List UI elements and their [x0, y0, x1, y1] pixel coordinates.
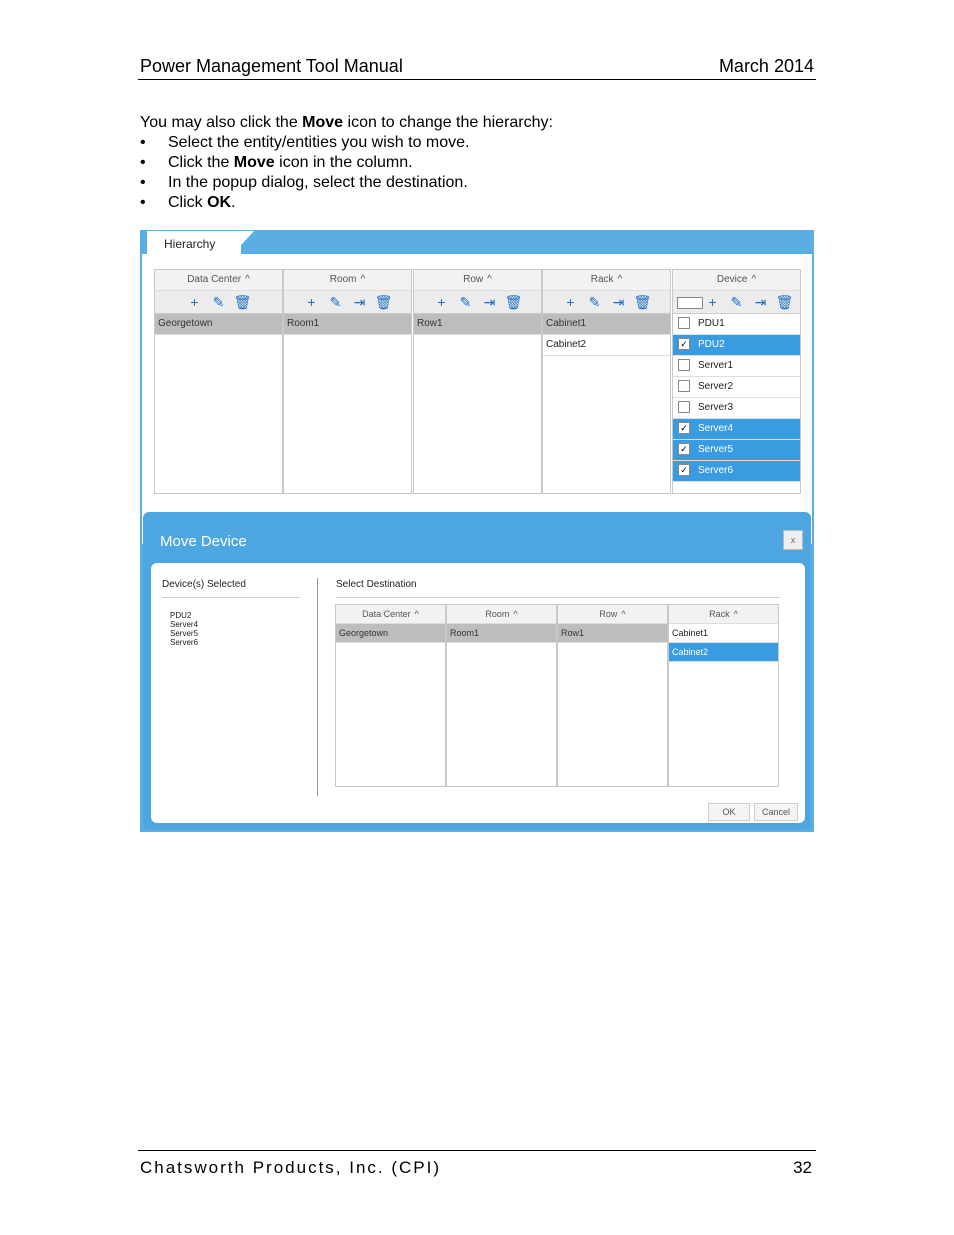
destination-column: [557, 604, 668, 787]
edit-icon[interactable]: ✎: [730, 294, 743, 310]
list-item-label: Row1: [417, 318, 443, 329]
selected-device-item: PDU2: [170, 611, 192, 620]
list-item-label: Cabinet1: [546, 318, 587, 329]
list-item-label: Server6: [698, 465, 734, 476]
checked-checkbox[interactable]: ✓: [678, 443, 690, 455]
add-icon[interactable]: +: [566, 294, 575, 310]
hierarchy-column: [413, 269, 542, 494]
selected-device-list: [170, 611, 198, 647]
list-item-label: Server4: [698, 423, 734, 434]
destination-divider: [336, 597, 780, 598]
sort-icon[interactable]: ^: [360, 274, 366, 285]
add-icon[interactable]: +: [190, 294, 199, 310]
list-item-text: Select the entity/entities you wish to move.: [168, 134, 470, 151]
hierarchy-column: [672, 269, 801, 494]
list-item[interactable]: Cabinet1: [669, 624, 778, 643]
manual-date: March 2014: [718, 56, 814, 76]
list-item-label: Server1: [698, 360, 734, 371]
devices-selected-divider: [162, 597, 300, 598]
delete-icon[interactable]: 🗑: [775, 294, 794, 310]
checkbox[interactable]: [678, 317, 690, 329]
select-destination-label: Select Destination: [336, 579, 417, 590]
checkbox[interactable]: [678, 380, 690, 392]
checked-checkbox[interactable]: ✓: [678, 422, 690, 434]
selected-device-item: Server4: [170, 620, 199, 629]
sort-icon[interactable]: ^: [733, 609, 738, 619]
sort-icon[interactable]: ^: [487, 274, 492, 285]
devices-selected-label: Device(s) Selected: [162, 579, 246, 590]
list-item-label: PDU1: [698, 318, 725, 329]
list-item-bold: Move: [233, 154, 275, 171]
edit-icon[interactable]: ✎: [212, 294, 225, 310]
list-item-text: In the popup dialog, select the destination.: [168, 174, 468, 191]
column-header[interactable]: Room ^: [447, 605, 556, 624]
list-item-label: Cabinet2: [546, 339, 587, 350]
list-item[interactable]: [673, 440, 800, 461]
footer-divider: [138, 1150, 816, 1151]
list-item[interactable]: [673, 335, 800, 356]
selected-device-item: Server6: [170, 638, 199, 647]
edit-icon[interactable]: ✎: [588, 294, 601, 310]
sort-icon[interactable]: ^: [414, 609, 419, 619]
list-item[interactable]: Georgetown: [336, 624, 445, 643]
list-item[interactable]: [543, 335, 670, 356]
delete-icon[interactable]: 🗑: [504, 294, 523, 310]
header-divider: [138, 79, 816, 80]
edit-icon[interactable]: ✎: [329, 294, 342, 310]
tab-slope: [230, 231, 254, 257]
list-item[interactable]: [673, 314, 800, 335]
sort-icon[interactable]: ^: [245, 274, 250, 285]
list-item[interactable]: [673, 356, 800, 377]
intro-text-after: icon to change the hierarchy:: [343, 114, 553, 131]
list-item-label: Server2: [698, 381, 734, 392]
close-icon[interactable]: x: [783, 530, 803, 550]
list-item-label: Server3: [698, 402, 734, 413]
column-toolbar: [414, 291, 541, 314]
column-header[interactable]: Device ^: [673, 270, 800, 291]
list-item-bold: OK: [207, 194, 232, 211]
column-header[interactable]: Data Center ^: [336, 605, 445, 624]
add-icon[interactable]: +: [437, 294, 446, 310]
column-header[interactable]: Data Center ^: [155, 270, 282, 291]
list-item-text: Click the: [168, 154, 234, 171]
intro-paragraph: [140, 113, 553, 133]
list-item[interactable]: [414, 314, 541, 335]
list-item[interactable]: Row1: [558, 624, 667, 643]
list-item: [140, 193, 469, 213]
selected-device-item: Server5: [170, 629, 199, 638]
move-icon[interactable]: ⇥: [754, 294, 767, 310]
destination-column: [668, 604, 779, 787]
list-item-text-after: icon in the column.: [274, 154, 413, 171]
cancel-button[interactable]: Cancel: [754, 803, 798, 821]
column-toolbar: [543, 291, 670, 314]
hierarchy-column: [542, 269, 671, 494]
dialog-vertical-divider: [317, 578, 318, 796]
list-item[interactable]: [673, 398, 800, 419]
intro-bold-move: Move: [302, 114, 344, 131]
list-item-label: Room1: [287, 318, 320, 329]
destination-column: [446, 604, 557, 787]
edit-icon[interactable]: ✎: [459, 294, 472, 310]
column-header[interactable]: Room ^: [284, 270, 411, 291]
list-item[interactable]: [155, 314, 282, 335]
select-all-checkbox[interactable]: [677, 291, 701, 313]
checkbox[interactable]: [678, 401, 690, 413]
list-item-label: Georgetown: [158, 318, 213, 329]
move-icon[interactable]: ⇥: [612, 294, 625, 310]
list-item[interactable]: [543, 314, 670, 335]
list-item: [140, 133, 469, 153]
hierarchy-column: [154, 269, 283, 494]
delete-icon[interactable]: 🗑: [233, 294, 252, 310]
list-item[interactable]: [673, 461, 800, 482]
dialog-title: Move Device: [160, 533, 247, 550]
sort-icon[interactable]: ^: [751, 274, 757, 285]
column-header[interactable]: Rack ^: [669, 605, 778, 624]
bullet-dot: •: [140, 134, 146, 151]
list-item[interactable]: Cabinet2: [669, 643, 778, 662]
sort-icon[interactable]: ^: [617, 274, 623, 285]
move-icon[interactable]: ⇥: [353, 294, 366, 310]
hierarchy-column: [283, 269, 412, 494]
checked-checkbox[interactable]: ✓: [678, 464, 690, 476]
intro-text-before: You may also click the: [140, 114, 303, 131]
list-item[interactable]: [673, 377, 800, 398]
column-header[interactable]: Rack ^: [543, 270, 670, 291]
bullet-dot: •: [140, 194, 146, 211]
move-icon[interactable]: ⇥: [483, 294, 496, 310]
list-item[interactable]: [284, 314, 411, 335]
column-header[interactable]: Row ^: [414, 270, 541, 291]
add-icon[interactable]: +: [708, 294, 717, 310]
list-item-text: Click: [168, 194, 208, 211]
bullet-dot: •: [140, 154, 146, 171]
page-number: 32: [793, 1158, 812, 1177]
destination-column: [335, 604, 446, 787]
delete-icon[interactable]: 🗑: [633, 294, 652, 310]
bullet-dot: •: [140, 174, 146, 191]
ok-button[interactable]: OK: [708, 803, 750, 821]
column-toolbar: [155, 291, 282, 314]
tab-hierarchy-label: Hierarchy: [164, 237, 216, 251]
checkbox[interactable]: [678, 359, 690, 371]
delete-icon[interactable]: 🗑: [374, 294, 393, 310]
footer-company: Chatsworth Products, Inc. (CPI): [140, 1158, 442, 1177]
sort-icon[interactable]: ^: [513, 609, 518, 619]
list-item-label: Server5: [698, 444, 734, 455]
sort-icon[interactable]: ^: [621, 609, 626, 619]
manual-title: Power Management Tool Manual: [140, 56, 403, 76]
list-item: [140, 173, 469, 193]
checked-checkbox[interactable]: ✓: [678, 338, 690, 350]
column-toolbar: [284, 291, 411, 314]
list-item-text-after: .: [231, 194, 236, 211]
list-item: [140, 153, 469, 173]
list-item-label: PDU2: [698, 339, 725, 350]
column-header[interactable]: Row ^: [558, 605, 667, 624]
list-item[interactable]: Room1: [447, 624, 556, 643]
list-item[interactable]: [673, 419, 800, 440]
add-icon[interactable]: +: [307, 294, 316, 310]
column-toolbar: [673, 291, 800, 314]
instruction-list: [140, 133, 469, 213]
